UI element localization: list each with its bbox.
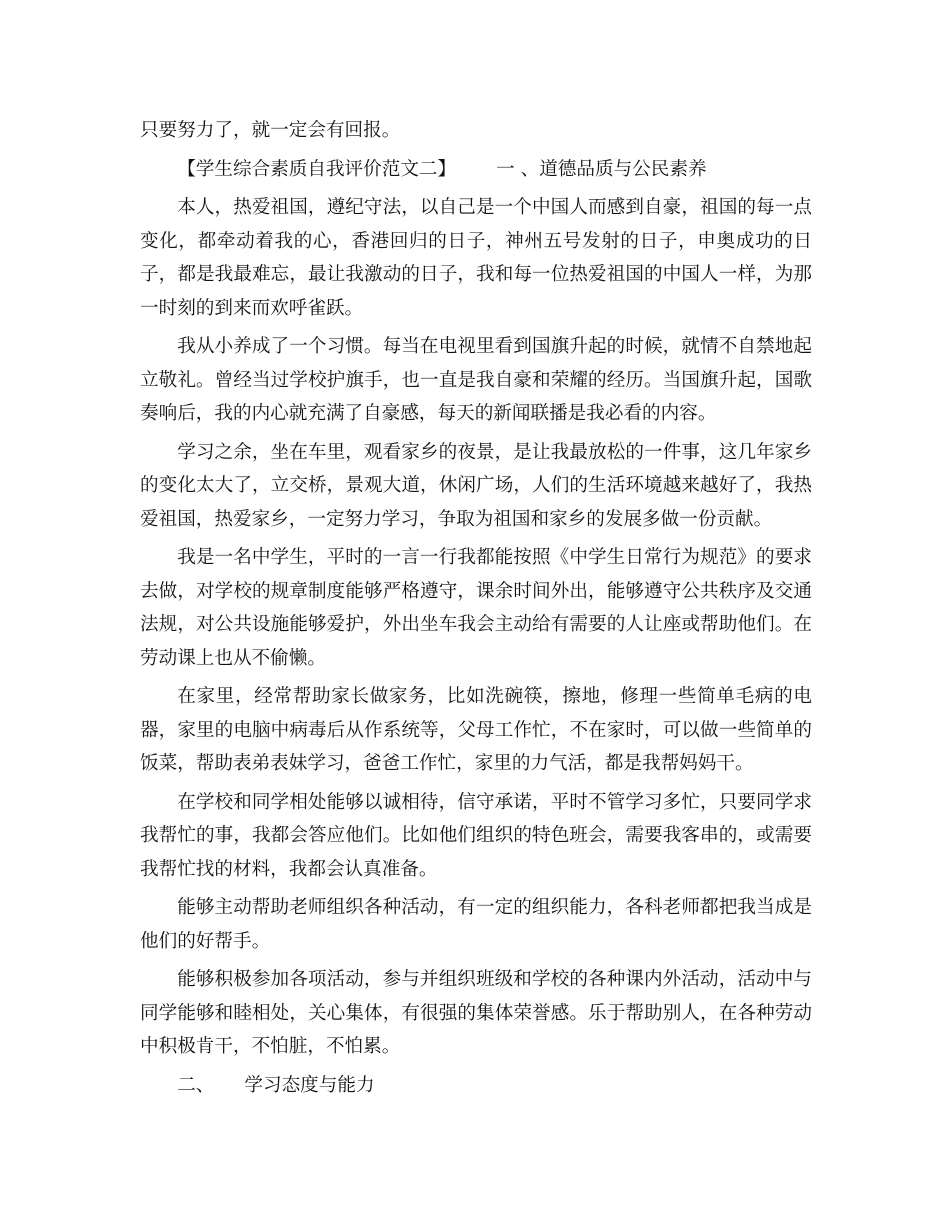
paragraph-home-chores: 在家里，经常帮助家长做家务，比如洗碗筷，擦地，修理一些简单毛病的电器，家里的电脑中病毒后从作系统等，父母工作忙，不在家时，可以做一些简单的饭菜，帮助表弟表妹学习，爸爸工作忙，家里的力气活，都是我帮妈妈干。 [140, 686, 812, 774]
section-two-title: 学习态度与能力 [244, 1074, 375, 1096]
paragraph-helping-teachers: 能够主动帮助老师组织各种活动，有一定的组织能力，各科老师都把我当成是他们的好帮手。 [140, 897, 812, 952]
essay-title: 【学生综合素质自我评价范文二】 [177, 158, 457, 180]
section-one-heading: 一 、道德品质与公民素养 [496, 158, 707, 180]
paragraph-patriotism: 本人，热爱祖国，遵纪守法，以自己是一个中国人而感到自豪，祖国的每一点变化，都牵动着我的心，香港回归的日子，神州五号发射的日子，申奥成功的日子，都是我最难忘，最让我激动的日子，我和每一位热爱祖国的中国人一样，为那一时刻的到来而欢呼雀跃。 [140, 197, 812, 319]
paragraph-hometown: 学习之余，坐在车里，观看家乡的夜景，是让我最放松的一件事，这几年家乡的变化太大了，立交桥，景观大道，休闲广场，人们的生活环境越来越好了，我热爱祖国，热爱家乡，一定努力学习，争取为祖国和家乡的发展多做一份贡献。 [140, 441, 812, 530]
essay-heading [140, 153, 812, 187]
section-two-heading [140, 1069, 812, 1103]
paragraph-classmates: 在学校和同学相处能够以诚相待，信守承诺，平时不管学习多忙，只要同学求我帮忙的事，我都会答应他们。比如他们组织的特色班会，需要我客串的，或需要我帮忙找的材料，我都会认真准备。 [140, 791, 812, 880]
paragraph-flag-habit: 我从小养成了一个习惯。每当在电视里看到国旗升起的时候，就情不自禁地起立敬礼。曾经当过学校护旗手，也一直是我自豪和荣耀的经历。当国旗升起，国歌奏响后，我的内心就充满了自豪感，每天的新闻联播是我必看的内容。 [140, 336, 812, 424]
paragraph-activities: 能够积极参加各项活动，参与并组织班级和学校的各种课内外活动，活动中与同学能够和睦相处，关心集体，有很强的集体荣誉感。乐于帮助别人，在各种劳动中积极肯干，不怕脏，不怕累。 [140, 969, 812, 1057]
section-two-number: 二、 [177, 1074, 215, 1096]
document-body [140, 114, 812, 1107]
paragraph-intro: 只要努力了，就一定会有回报。 [140, 120, 401, 141]
paragraph-student-conduct: 我是一名中学生，平时的一言一行我都能按照《中学生日常行为规范》的要求去做，对学校的规章制度能够严格遵守，课余时间外出，能够遵守公共秩序及交通法规，对公共设施能够爱护，外出坐车我会主动给有需要的人让座或帮助他们。在劳动课上也从不偷懒。 [140, 547, 812, 669]
